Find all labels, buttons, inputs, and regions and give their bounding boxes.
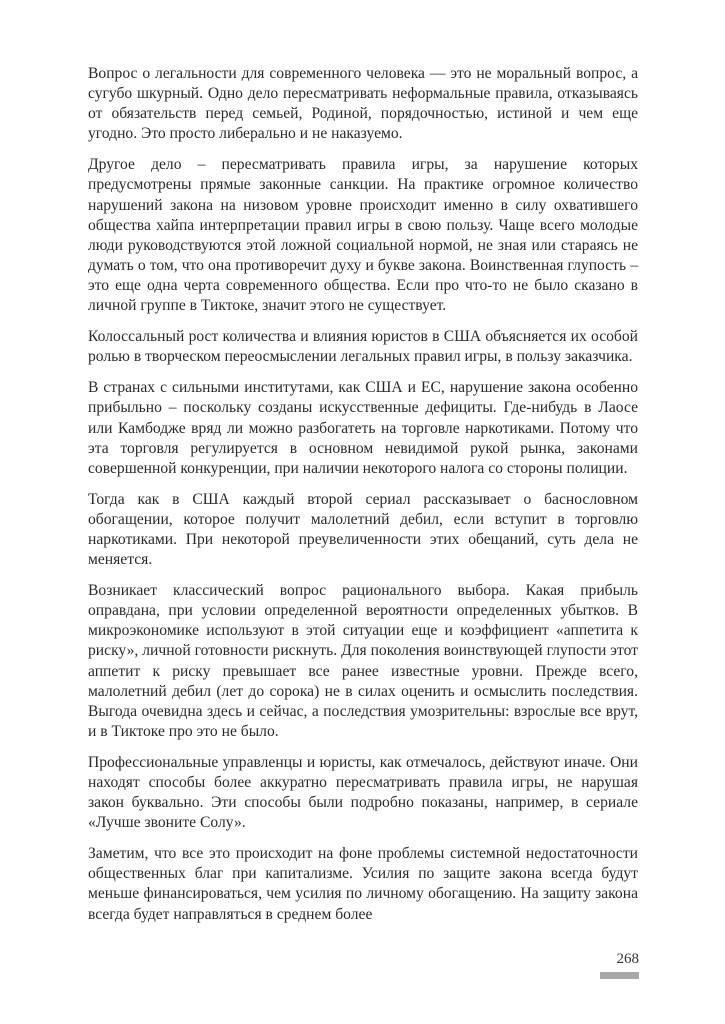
paragraph-1: Вопрос о легальности для современного человека — это не моральный вопрос, а сугубо шкурный. Одно дело пересматривать неформальные правила, отказываясь от обязательств перед семьей, Родиной, порядочностью, истиной и чем еще угодно. Это просто либерально и не наказуемо. — [88, 65, 638, 143]
paragraph-6: Возникает классический вопрос рационального выбора. Какая прибыль оправдана, при условии определенной вероятности определенных убытков. В микроэкономике используют в этой ситуации еще и коэффициент «аппетита к риску», личной готовности рискнуть. Для поколения воинствующей глупости этот аппетит к риску превышает все ранее известные уровни. Прежде всего, малолетний дебил (лет до сорока) не в силах оценить и осмыслить последствия. Выгода очевидна здесь и сейчас, а последствия умозрительны: взрослые все врут, и в Тиктоке про это не было. — [88, 582, 638, 740]
paragraph-5: Тогда как в США каждый второй сериал рассказывает о баснословном обогащении, которое получит малолетний дебил, если вступит в торговлю наркотиками. При некоторой преувеличенности этих обещаний, суть дела не меняется. — [88, 490, 638, 569]
body-text — [88, 64, 638, 936]
paragraph-7: Профессиональные управленцы и юристы, как отмечалось, действуют иначе. Они находят способы более аккуратно пересматривать правила игры, не нарушая закон буквально. Эти способы были подробно показаны, например, в сериале «Лучше звоните Солу». — [88, 753, 638, 832]
paragraph-2: Другое дело – пересматривать правила игры, за нарушение которых предусмотрены прямые законные санкции. На практике огромное количество нарушений закона на низовом уровне происходит именно в силу охватившего общества хайпа интерпретации правил игры в свою пользу. Чаще всего молодые люди руководствуются этой ложной социальной нормой, не зная или стараясь не думать о том, что она противоречит духу и букве закона. Воинственная глупость – это еще одна черта современного общества. Если про что-то не было сказано в личной группе в Тиктоке, значит этого не существует. — [88, 156, 638, 315]
paragraph-4: В странах с сильными институтами, как США и ЕС, нарушение закона особенно прибыльно – поскольку созданы искусственные дефициты. Где-нибудь в Лаосе или Камбодже вряд ли можно разбогатеть на торговле наркотиками. Потому что эта торговля регулируется в основном невидимой рукой рынка, законами совершенной конкуренции, при наличии некоторого налога со стороны полиции. — [88, 379, 638, 477]
page-number: 268 — [616, 951, 639, 967]
page-number-bar — [600, 972, 639, 979]
paragraph-3: Колоссальный рост количества и влияния юристов в США объясняется их особой ролью в творческом переосмыслении легальных правил игры, в пользу заказчика. — [88, 328, 638, 366]
paragraph-8: Заметим, что все это происходит на фоне проблемы системной недостаточности общественных благ при капитализме. Усилия по защите закона всегда будут меньше финансироваться, чем усилия по личному обогащению. На защиту закона всегда будет направляться в среднем более — [88, 845, 638, 923]
